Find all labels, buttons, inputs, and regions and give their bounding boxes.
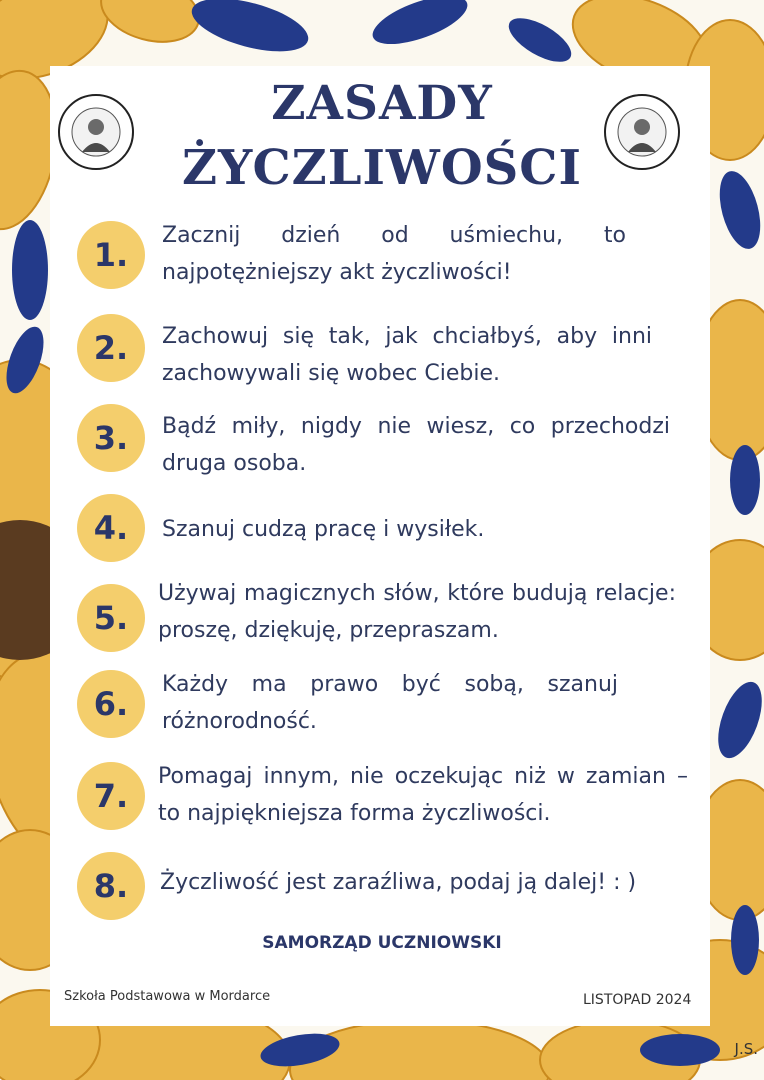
signature: SAMORZĄD UCZNIOWSKI <box>262 933 502 953</box>
author-initials: J.S. <box>734 1040 758 1058</box>
rule-number: 6. <box>77 670 145 738</box>
rule-text: Zacznij dzień od uśmiechu, to najpotężniejszy akt życzliwości! <box>162 223 626 285</box>
rule-number: 8. <box>77 852 145 920</box>
rule-number: 2. <box>77 314 145 382</box>
rule-number: 7. <box>77 762 145 830</box>
rule-text: Używaj magicznych słów, które budują relacje: proszę, dziękuję, przepraszam. <box>158 581 676 643</box>
rule-number: 1. <box>77 221 145 289</box>
rule-text: Zachowuj się tak, jak chciałbyś, aby inni zachowywali się wobec Ciebie. <box>162 324 652 386</box>
school-name: Szkoła Podstawowa w Mordarce <box>64 989 271 1004</box>
date: LISTOPAD 2024 <box>583 992 692 1008</box>
rule-text: Szanuj cudzą pracę i wysiłek. <box>162 517 485 542</box>
title-line1: ZASADY <box>271 76 493 131</box>
rule-text: Każdy ma prawo być sobą, szanuj różnorodność. <box>162 672 618 734</box>
rule-text: Pomagaj innym, nie oczekując niż w zamian – to najpiękniejsza forma życzliwości. <box>158 764 688 826</box>
rule-text: Życzliwość jest zaraźliwa, podaj ją dalej! : ) <box>160 870 637 895</box>
rule-number: 3. <box>77 404 145 472</box>
rule-text: Bądź miły, nigdy nie wiesz, co przechodzi druga osoba. <box>162 414 670 476</box>
rule-number: 4. <box>77 494 145 562</box>
title-line2: ŻYCZLIWOŚCI <box>182 140 582 196</box>
rule-number: 5. <box>77 584 145 652</box>
